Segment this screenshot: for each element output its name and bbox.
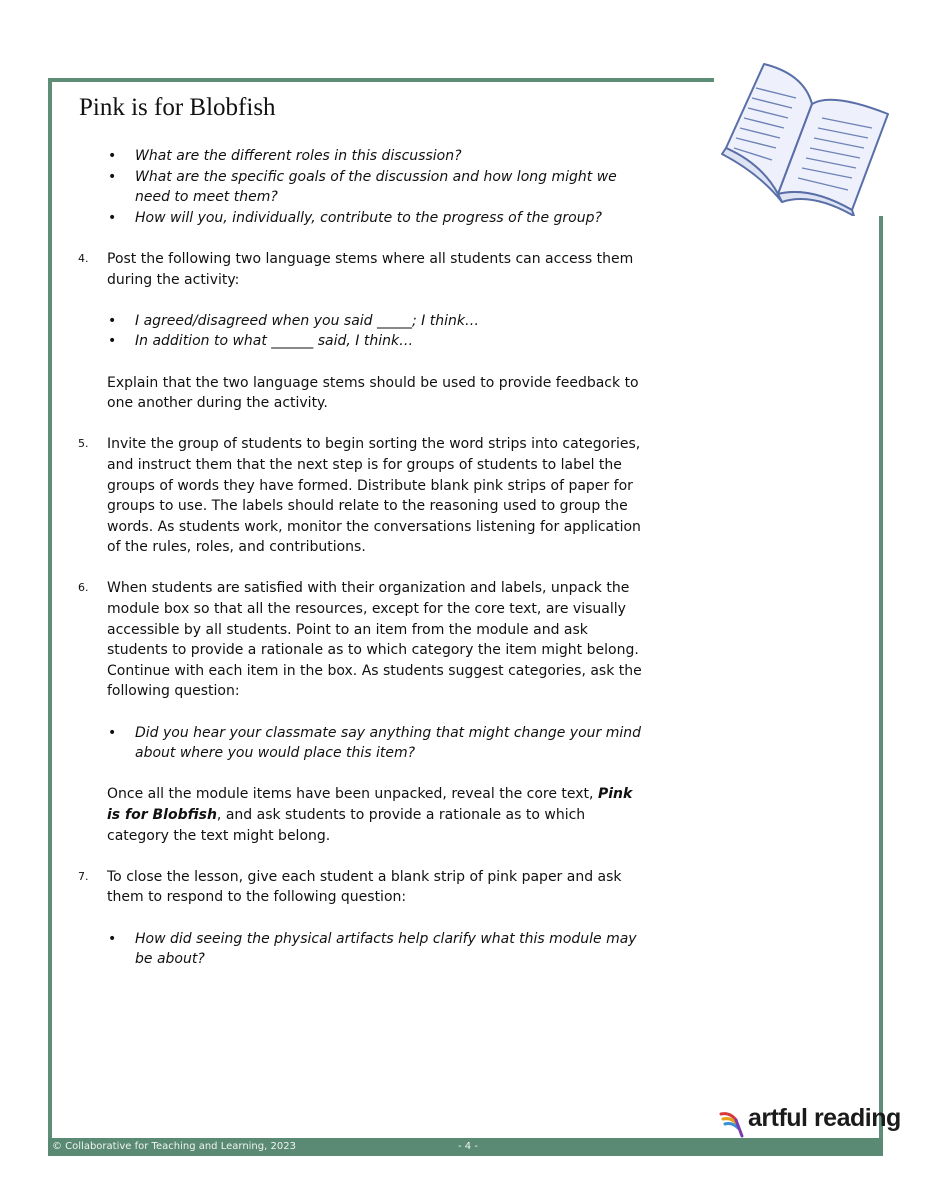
step-number: 5.	[78, 437, 89, 451]
followup-text-start: Once all the module items have been unpacked, reveal the core text,	[107, 786, 598, 803]
intro-bullet-list	[78, 146, 646, 228]
artful-reading-logo	[718, 1104, 901, 1138]
followup-text-end: , and ask students to provide a rationale as to which category the text might belong.	[107, 807, 586, 844]
step-6-bullet-list	[78, 723, 646, 764]
footer-copyright: © Collaborative for Teaching and Learning, 2023	[52, 1141, 296, 1152]
lesson-content	[78, 146, 646, 970]
step-text: To close the lesson, give each student a blank strip of pink paper and ask them to respond to the following question:	[107, 868, 622, 906]
frame-right-border	[879, 216, 883, 1156]
step-number: 4.	[78, 251, 89, 265]
intro-bullet: • What are the specific goals of the discussion and how long might we need to meet them?	[78, 167, 646, 208]
step-4-followup	[78, 373, 646, 414]
frame-top-border	[48, 78, 714, 82]
step-4	[78, 249, 646, 290]
intro-bullet: • What are the different roles in this discussion?	[78, 146, 646, 167]
intro-bullet: • How will you, individually, contribute to the progress of the group?	[78, 208, 646, 229]
step-5	[78, 434, 646, 558]
step-6-followup	[78, 784, 646, 846]
step-6	[78, 578, 646, 702]
step-text: When students are satisfied with their organization and labels, unpack the module box so that all the resources, except for the core text, are visually accessible by all students. Point to an item from the module and ask students to provide a rationale as to which category the item might belong. Continue with each item in the box. As students suggest categories, ask the following question:	[107, 580, 642, 700]
step-number: 7.	[78, 869, 89, 883]
question-bullet: • Did you hear your classmate say anything that might change your mind about where you would place this item?	[78, 723, 646, 764]
step-text: Post the following two language stems where all students can access them during the activity:	[107, 250, 634, 288]
language-stem-bullet: • I agreed/disagreed when you said _____; I think…	[78, 311, 646, 332]
footer-bar	[48, 1138, 883, 1156]
open-book-icon	[712, 52, 892, 216]
step-7	[78, 867, 646, 908]
core-text-title: Pink is for Blobfish	[107, 786, 633, 823]
logo-text: artful reading	[748, 1104, 901, 1132]
language-stem-bullet: • In addition to what ______ said, I think…	[78, 331, 646, 352]
step-followup-text: Explain that the two language stems should be used to provide feedback to one another during the activity.	[107, 374, 639, 412]
frame-left-border	[48, 78, 52, 1148]
step-number: 6.	[78, 581, 89, 595]
page-title: Pink is for Blobfish	[79, 94, 276, 121]
brush-stroke-logo-icon	[718, 1106, 748, 1140]
step-text: Invite the group of students to begin sorting the word strips into categories, and instruct them that the next step is for groups of students to label the groups of words they have formed. Distribute blank pink strips of paper for groups to use. The labels should relate to the reasoning used to group the words. As students work, monitor the conversations listening for application of the rules, roles, and contributions.	[107, 436, 641, 556]
step-7-bullet-list	[78, 929, 646, 970]
step-followup-text	[107, 784, 646, 846]
step-4-bullet-list	[78, 311, 646, 352]
page-number: - 4 -	[458, 1141, 478, 1152]
question-bullet: • How did seeing the physical artifacts help clarify what this module may be about?	[78, 929, 646, 970]
